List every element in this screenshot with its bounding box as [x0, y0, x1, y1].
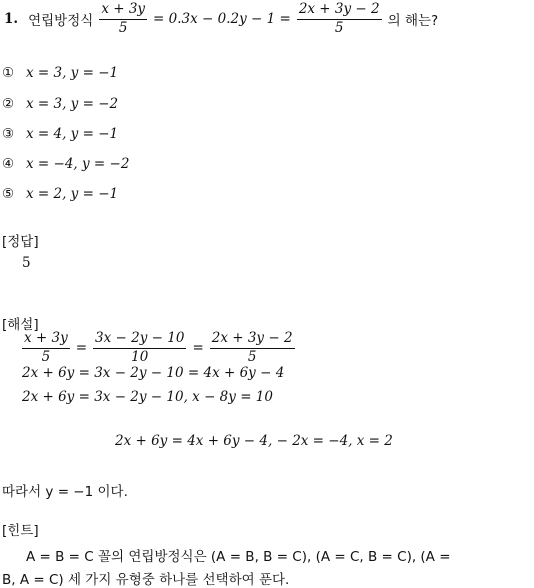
question-fraction-right [297, 2, 382, 36]
explanation-equation-1 [20, 331, 297, 365]
choice-mark: ② [2, 96, 15, 112]
question-line [4, 2, 438, 36]
answer-value: 5 [22, 255, 31, 271]
explanation-conclusion [2, 480, 128, 500]
explanation-label: [해설] [2, 317, 39, 333]
question-tail: 의 해는? [387, 13, 439, 30]
fraction-denominator: 5 [118, 19, 128, 36]
equals-sign: = [75, 340, 88, 357]
choice-mark: ① [2, 65, 15, 81]
fraction-numerator: 2x + 3y − 2 [297, 2, 382, 20]
fraction-denominator: 10 [131, 348, 149, 365]
explanation-line-2: 2x + 6y = 3x − 2y − 10 = 4x + 6y − 4 [22, 365, 285, 381]
choice-text: x = 2, y = −1 [26, 186, 119, 202]
fraction [210, 331, 295, 365]
choice-text: x = 3, y = −2 [26, 96, 119, 112]
fraction [93, 331, 186, 365]
conclusion-text: 따라서 y = −1 이다. [2, 484, 128, 500]
choice-mark: ④ [2, 156, 15, 172]
question-fraction-left [99, 2, 147, 36]
hint-line-2: B, A = C) 세 가지 유형중 하나를 선택하여 푼다. [2, 572, 290, 588]
choice-text: x = −4, y = −2 [26, 156, 130, 172]
choice-1[interactable] [2, 65, 118, 81]
question-stem: 연립방정식 [28, 13, 94, 30]
answer-label: [정답] [2, 234, 39, 250]
fraction-numerator: x + 3y [22, 331, 70, 349]
fraction-denominator: 5 [41, 348, 51, 365]
fraction-denominator: 5 [334, 19, 344, 36]
hint-label: [힌트] [2, 523, 39, 539]
fraction-numerator: 2x + 3y − 2 [210, 331, 295, 349]
choice-text: x = 4, y = −1 [26, 126, 119, 142]
question-middle-expression: = 0.3x − 0.2y − 1 = [153, 11, 291, 28]
fraction [22, 331, 70, 365]
choice-5[interactable] [2, 186, 118, 202]
choice-mark: ⑤ [2, 186, 15, 202]
fraction-numerator: 3x − 2y − 10 [93, 331, 186, 349]
explanation-line-4: 2x + 6y = 4x + 6y − 4, − 2x = −4, x = 2 [115, 433, 393, 449]
fraction-numerator: x + 3y [99, 2, 147, 20]
equals-sign: = [192, 340, 204, 357]
choice-mark: ③ [2, 126, 15, 142]
hint-line-1: A = B = C 꼴의 연립방정식은 (A = B, B = C), (A = C, B = C), (A = [26, 549, 451, 565]
fraction-denominator: 5 [247, 348, 257, 365]
question-number: 1. [4, 11, 19, 28]
choice-4[interactable] [2, 156, 129, 172]
choice-2[interactable] [2, 96, 118, 112]
explanation-line-3: 2x + 6y = 3x − 2y − 10, x − 8y = 10 [22, 389, 273, 405]
choice-3[interactable] [2, 126, 118, 142]
choice-text: x = 3, y = −1 [26, 65, 119, 81]
